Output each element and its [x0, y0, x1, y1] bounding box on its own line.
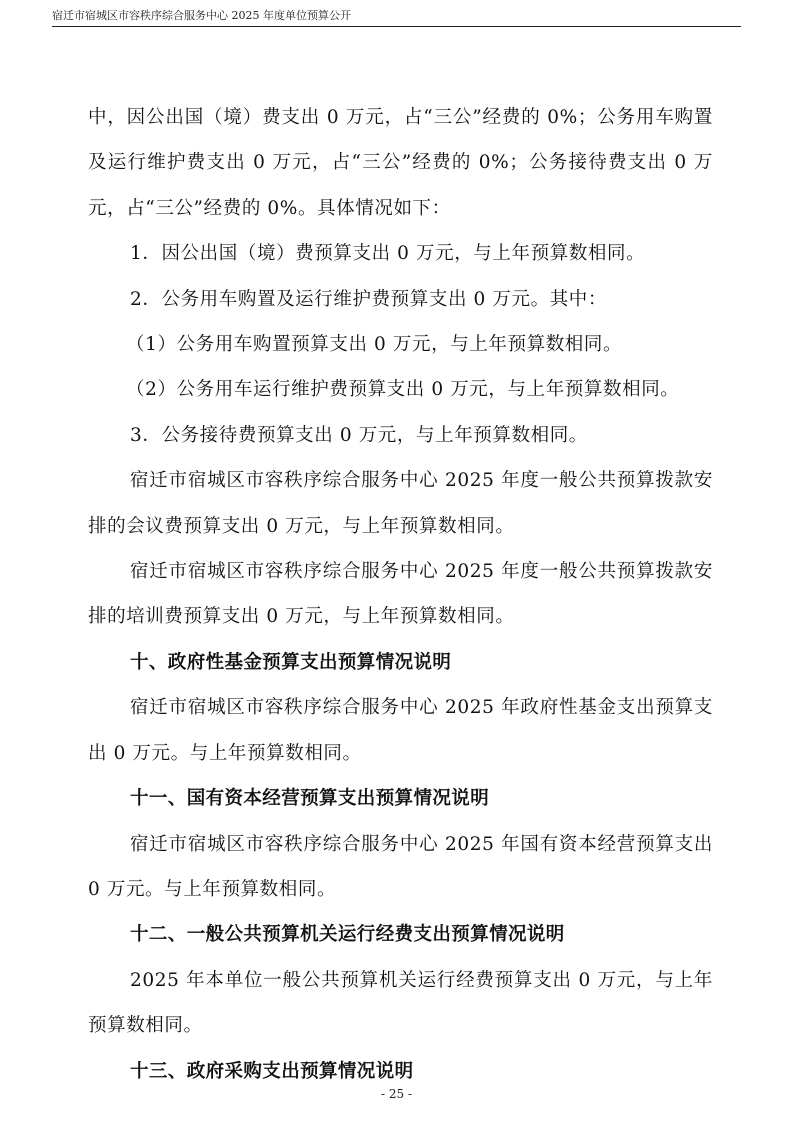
paragraph-government-fund: 宿迁市宿城区市容秩序综合服务中心 2025 年政府性基金支出预算支出 0 万元。与上年预算数相同。: [88, 697, 713, 764]
page-header-title: 宿迁市宿城区市容秩序综合服务中心 2025 年度单位预算公开: [52, 9, 351, 22]
section-heading-10: 十、政府性基金预算支出预算情况说明: [130, 651, 452, 673]
header-divider: [52, 26, 741, 27]
document-body: [88, 95, 713, 1094]
page-number: - 25 -: [380, 1087, 412, 1101]
paragraph-vehicle-maintenance: （2）公务用车运行维护费预算支出 0 万元，与上年预算数相同。: [126, 379, 680, 401]
paragraph-operating-expense: 2025 年本单位一般公共预算机关运行经费预算支出 0 万元，与上年预算数相同。: [88, 969, 713, 1037]
paragraph-state-capital: 宿迁市宿城区市容秩序综合服务中心 2025 年国有资本经营预算支出 0 万元。与上年预算数相同。: [88, 833, 713, 900]
paragraph-meeting-fee: 宿迁市宿城区市容秩序综合服务中心 2025 年度一般公共预算拨款安排的会议费预算支出 0 万元，与上年预算数相同。: [88, 470, 713, 537]
section-heading-13: 十三、政府采购支出预算情况说明: [130, 1060, 414, 1082]
paragraph-vehicle-purchase: （1）公务用车购置预算支出 0 万元，与上年预算数相同。: [126, 334, 623, 356]
paragraph-training-fee: 宿迁市宿城区市容秩序综合服务中心 2025 年度一般公共预算拨款安排的培训费预算支出 0 万元，与上年预算数相同。: [88, 561, 713, 628]
paragraph-reception: 3．公务接待费预算支出 0 万元，与上年预算数相同。: [130, 424, 588, 446]
paragraph-vehicle-expense: 2．公务用车购置及运行维护费预算支出 0 万元。其中：: [130, 288, 608, 310]
section-heading-12: 十二、一般公共预算机关运行经费支出预算情况说明: [130, 924, 565, 946]
section-heading-11: 十一、国有资本经营预算支出预算情况说明: [130, 788, 490, 810]
paragraph-sangong-summary: 中，因公出国（境）费支出 0 万元，占“三公”经费的 0%；公务用车购置及运行维护费支出 0 万元，占“三公”经费的 0%；公务接待费支出 0 万元，占“三公”经费的 0%。具体情况如下：: [88, 107, 713, 219]
paragraph-overseas-travel: 1．因公出国（境）费预算支出 0 万元，与上年预算数相同。: [130, 243, 646, 265]
